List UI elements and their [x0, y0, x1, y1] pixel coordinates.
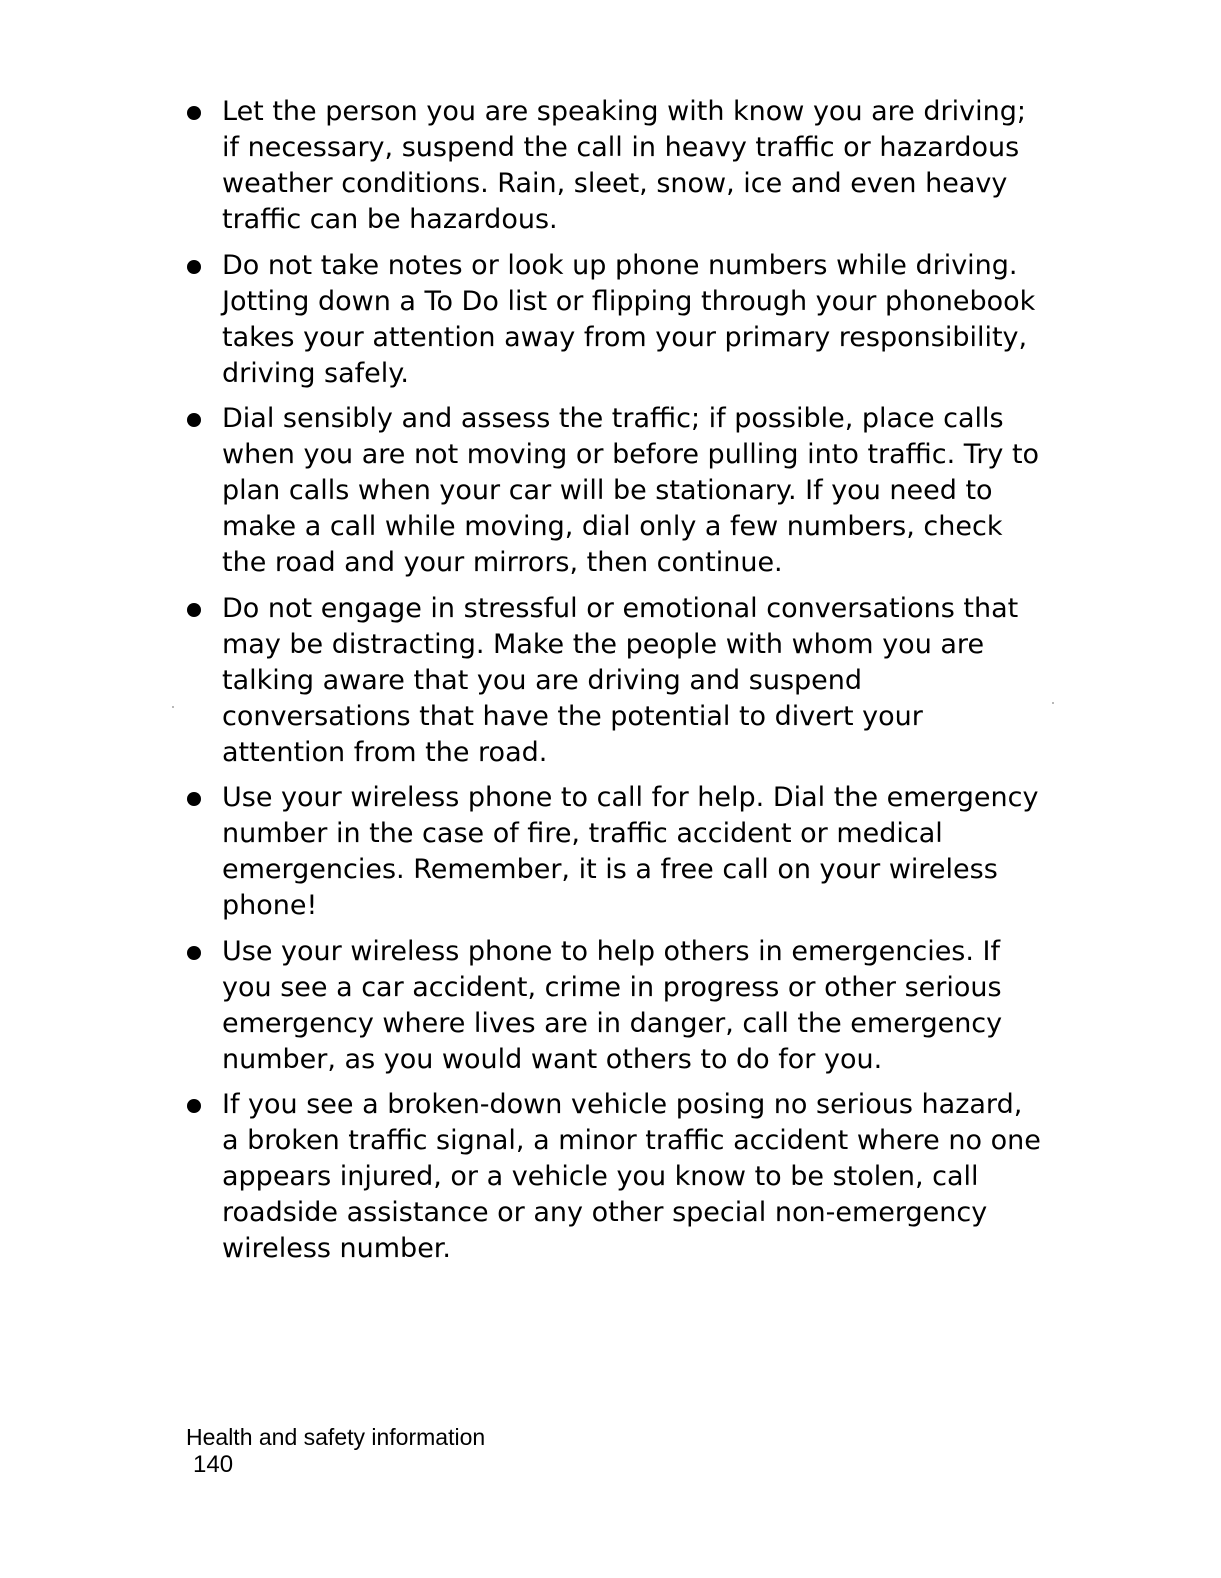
list-item-text: Do not engage in stressful or emotional conversations that may be distracting. Make the people with whom you are talking aware that you are driving and suspend conversations that have the potential to divert your attention from the road. [222, 592, 1019, 768]
list-item-text: Do not take notes or look up phone numbers while driving. Jotting down a To Do list or flipping through your phonebook takes your attention away from your primary responsibility, driving safely. [222, 249, 1036, 389]
list-item-text: If you see a broken-down vehicle posing no serious hazard, a broken traffic signal, a minor traffic accident where no one appears injured, or a vehicle you know to be stolen, call roadside assistance or any other special non-emergency wireless number. [222, 1089, 1041, 1264]
list-item-text: Use your wireless phone to call for help. Dial the emergency number in the case of fire, traffic accident or medical emergencies. Remember, it is a free call on your wireless phone! [222, 782, 1039, 921]
footer-section-title: Health and safety information [186, 1424, 486, 1450]
list-item [185, 248, 1045, 392]
list-item-text: Use your wireless phone to help others in emergencies. If you see a car accident, crime in progress or other serious emergency where lives are in danger, call the emergency number, as you would want others to do for you. [222, 935, 1003, 1075]
page-number: 140 [193, 1451, 234, 1478]
bullet-icon [187, 792, 201, 806]
scan-speck [1052, 702, 1054, 704]
bullet-icon [187, 1099, 201, 1113]
scan-speck [172, 706, 174, 708]
list-item [185, 591, 1045, 771]
list-item-text: Let the person you are speaking with know you are driving; if necessary, suspend the call in heavy traffic or hazardous weather conditions. Rain, sleet, snow, ice and even heavy traffic can be hazardous. [222, 96, 1026, 235]
bullet-icon [187, 260, 201, 274]
bullet-icon [187, 106, 201, 120]
bullet-icon [187, 413, 201, 427]
list-item [185, 401, 1045, 581]
list-item [185, 1087, 1045, 1267]
bullet-icon [187, 603, 201, 617]
list-item [185, 780, 1045, 924]
list-item [185, 934, 1045, 1078]
list-item-text: Dial sensibly and assess the traffic; if possible, place calls when you are not moving or before pulling into traffic. Try to plan calls when your car will be stationary. If you need to make a call while moving, dial only a few numbers, check the road and your mirrors, then continue. [222, 403, 1040, 578]
safety-tips-list [185, 94, 1045, 1277]
list-item [185, 94, 1045, 238]
bullet-icon [187, 946, 201, 960]
